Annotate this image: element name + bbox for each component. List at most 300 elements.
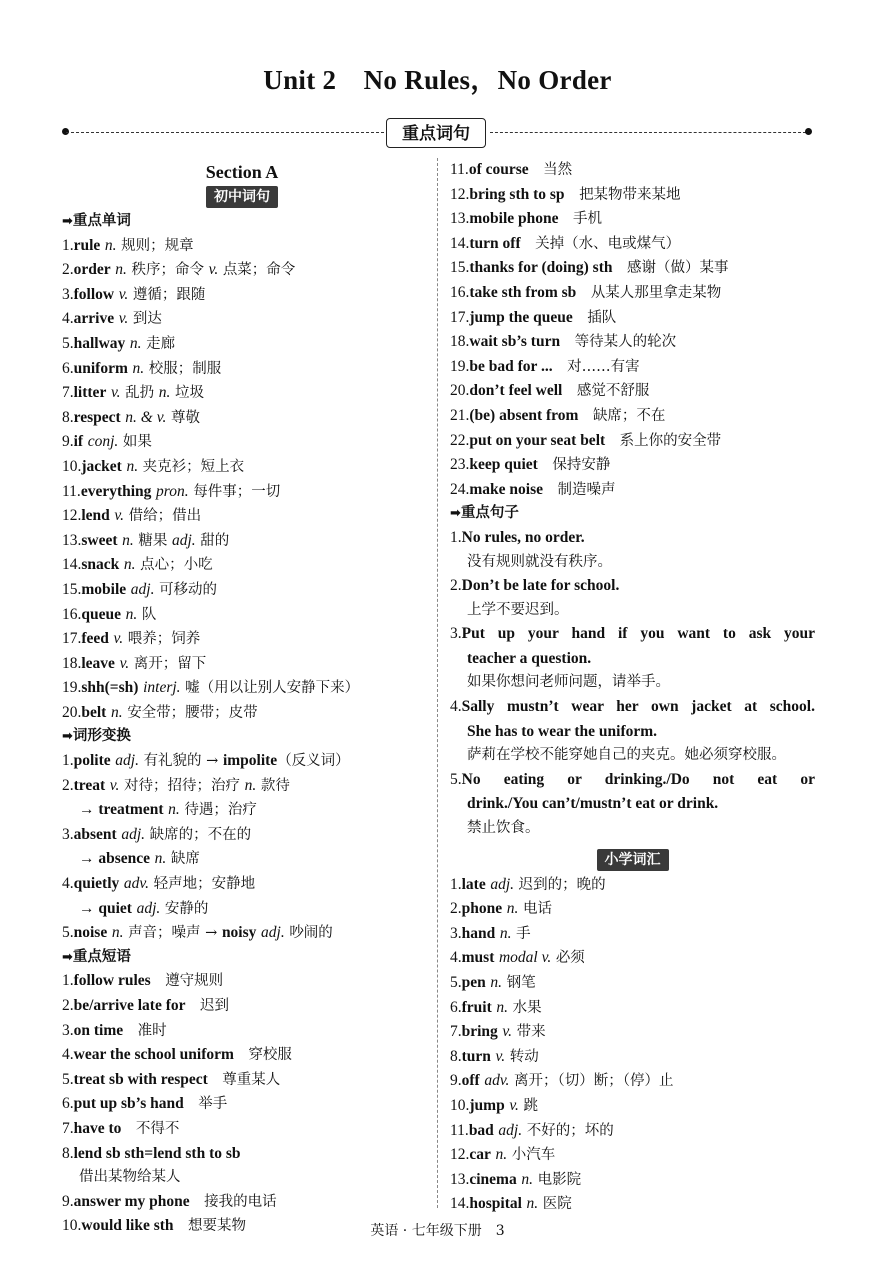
sentence-text: She has to wear the uniform. bbox=[467, 722, 658, 740]
entry-word: if bbox=[73, 433, 84, 451]
phrase-item bbox=[450, 183, 815, 208]
entry-meaning: 借给；借出 bbox=[128, 508, 202, 525]
vocab-item bbox=[62, 627, 422, 652]
part-of-speech: n. bbox=[490, 974, 502, 991]
entry-word: polite bbox=[73, 752, 111, 770]
part-of-speech: pron. bbox=[156, 482, 189, 500]
entry-meaning: 垃圾 bbox=[175, 385, 204, 402]
phrase-meaning: 准时 bbox=[137, 1022, 167, 1039]
vocab-item bbox=[62, 455, 422, 480]
entry-number: 19. bbox=[450, 357, 470, 375]
phrase-meaning: 关掉（水、电或煤气） bbox=[535, 235, 681, 252]
entry-meaning: 秩序；命令 bbox=[131, 262, 204, 279]
phrase-meaning: 借出某物给某人 bbox=[79, 1169, 181, 1186]
sentence-english-line bbox=[450, 647, 815, 672]
entry-word: noise bbox=[73, 924, 108, 942]
right-column bbox=[450, 158, 815, 1217]
entry-word: treat bbox=[73, 776, 106, 794]
phrase-text: (be) absent from bbox=[469, 406, 579, 424]
phrase-item bbox=[62, 1043, 422, 1068]
key-words-list bbox=[62, 234, 422, 726]
entry-meaning: 安静的 bbox=[164, 900, 209, 917]
part-of-speech: conj. bbox=[87, 433, 119, 451]
entry-meaning: 跳 bbox=[523, 1097, 539, 1114]
part-of-speech: n. bbox=[110, 703, 123, 721]
entry-number: 2. bbox=[450, 900, 462, 918]
part-of-speech: n. bbox=[495, 1146, 508, 1164]
entry-word: phone bbox=[461, 900, 503, 918]
entry-meaning: 尊敬 bbox=[170, 409, 200, 426]
part-of-speech: adj. bbox=[171, 531, 196, 549]
sentence-english-line bbox=[450, 574, 815, 599]
sentence-text: Sally mustn’t wear her own jacket at school. bbox=[461, 698, 815, 716]
entry-number: 23. bbox=[450, 456, 470, 474]
part-of-speech: v. bbox=[119, 654, 130, 672]
phrase-text: follow rules bbox=[73, 972, 151, 990]
entry-meaning: 手 bbox=[516, 925, 531, 942]
entry-word: leave bbox=[81, 654, 115, 672]
sentence-english-line bbox=[450, 792, 815, 817]
phrase-item bbox=[62, 994, 422, 1019]
subheading-key-phrases: ➡重点短语 bbox=[62, 948, 131, 965]
entry-number: 13. bbox=[450, 210, 470, 228]
part-of-speech: n. bbox=[115, 261, 127, 279]
primary-vocab-item bbox=[450, 1045, 815, 1070]
part-of-speech: adv. bbox=[484, 1072, 510, 1090]
entry-number: 7. bbox=[62, 1119, 74, 1137]
entry-meaning: 安全带；腰带；皮带 bbox=[127, 704, 258, 721]
phrase-item bbox=[62, 1142, 422, 1167]
sentence-text: No rules, no order. bbox=[461, 528, 585, 546]
phrase-item bbox=[62, 969, 422, 994]
entry-number: 2. bbox=[450, 577, 462, 595]
entry-number: 24. bbox=[450, 480, 470, 498]
entry-number: 8. bbox=[62, 408, 74, 426]
primary-vocab-list bbox=[450, 873, 815, 1217]
entry-number: 18. bbox=[450, 333, 470, 351]
entry-word: queue bbox=[81, 605, 121, 623]
entry-word: late bbox=[461, 875, 486, 893]
part-of-speech: n. bbox=[168, 801, 180, 819]
phrase-text: wear the school uniform bbox=[73, 1046, 234, 1064]
phrase-meaning: 不得不 bbox=[135, 1120, 180, 1137]
phrase-text: keep quiet bbox=[469, 456, 538, 474]
phrase-text: answer my phone bbox=[73, 1192, 190, 1210]
part-of-speech: n. bbox=[154, 850, 167, 868]
entry-meaning: 医院 bbox=[542, 1196, 572, 1213]
entry-meaning: 迟到的；晚的 bbox=[518, 876, 606, 893]
phrase-item bbox=[62, 1092, 422, 1117]
entry-number: 17. bbox=[62, 630, 82, 648]
sentence-translation: 禁止饮食。 bbox=[467, 820, 540, 837]
entry-meaning: 待遇；治疗 bbox=[184, 802, 257, 819]
page-title: Unit 2 No Rules，No Order bbox=[263, 65, 612, 95]
part-of-speech: n. bbox=[104, 236, 117, 254]
vocab-item bbox=[62, 406, 422, 431]
entry-meaning: 喂养；饲养 bbox=[127, 631, 201, 648]
phrase-meaning: 想要某物 bbox=[188, 1218, 247, 1235]
entry-number: 14. bbox=[62, 556, 82, 574]
vocab-item bbox=[62, 283, 422, 308]
primary-vocab-tag: 小学词汇 bbox=[597, 849, 669, 871]
sentence-text: drink./You can’t/mustn’t eat or drink. bbox=[467, 795, 719, 813]
phrase-item bbox=[450, 256, 815, 281]
entry-meaning: 遵循；跟随 bbox=[132, 286, 206, 303]
entry-number: 14. bbox=[450, 234, 470, 252]
part-of-speech: adv. bbox=[123, 875, 149, 893]
vocab-item bbox=[62, 480, 422, 505]
entry-number: 3. bbox=[62, 1021, 74, 1039]
phrase-text: be bad for ... bbox=[469, 357, 553, 375]
part-of-speech: n. bbox=[244, 776, 257, 794]
entry-word: off bbox=[461, 1072, 480, 1090]
entry-number: 1. bbox=[62, 236, 74, 254]
entry-number: 8. bbox=[62, 1144, 74, 1162]
phrase-text: be/arrive late for bbox=[73, 997, 186, 1014]
entry-word: bad bbox=[468, 1121, 494, 1139]
entry-word: jacket bbox=[81, 457, 122, 475]
divider-dot-right bbox=[805, 128, 812, 135]
primary-vocab-item bbox=[450, 946, 815, 971]
entry-word: lend bbox=[81, 507, 110, 525]
phrase-item bbox=[450, 453, 815, 478]
entry-number: 6. bbox=[62, 359, 74, 377]
entry-number: 5. bbox=[62, 334, 74, 352]
entry-number: 9. bbox=[62, 1192, 74, 1210]
part-of-speech: n. bbox=[125, 605, 138, 623]
entry-number: 17. bbox=[450, 308, 470, 326]
word-form-item bbox=[62, 774, 422, 799]
part-of-speech: v. bbox=[208, 261, 219, 279]
phrase-meaning: 等待某人的轮次 bbox=[574, 334, 677, 351]
primary-vocab-item bbox=[450, 1069, 815, 1094]
entry-number: 13. bbox=[62, 531, 82, 549]
entry-number: 14. bbox=[450, 1195, 470, 1213]
entry-number: 4. bbox=[62, 310, 74, 328]
entry-number: 18. bbox=[62, 654, 82, 672]
sentence-text: Don’t be late for school. bbox=[461, 577, 620, 595]
entry-number: 2. bbox=[62, 776, 74, 794]
entry-meaning: 嘘（用以让别人安静下来） bbox=[185, 680, 360, 697]
entry-meaning: 电影院 bbox=[537, 1171, 582, 1188]
word-form-item bbox=[62, 897, 422, 922]
entry-number: 5. bbox=[62, 924, 74, 942]
entry-number: 2. bbox=[62, 261, 74, 279]
entry-meaning: 点菜；命令 bbox=[222, 262, 296, 279]
sentence-translation: 上学不要迟到。 bbox=[467, 601, 569, 618]
part-of-speech: n. bbox=[122, 531, 134, 549]
entry-word: sweet bbox=[81, 531, 118, 549]
vocab-item bbox=[62, 603, 422, 628]
entry-meaning: 必须 bbox=[555, 950, 585, 967]
phrase-meaning: 保持安静 bbox=[552, 457, 611, 474]
phrase-text: take sth from sb bbox=[469, 283, 577, 301]
phrase-item bbox=[450, 330, 815, 355]
entry-word: respect bbox=[73, 408, 121, 426]
entry-meaning: 钢笔 bbox=[506, 975, 536, 991]
header-divider-left bbox=[66, 132, 384, 133]
section-heading-box: 重点词句 bbox=[386, 118, 486, 148]
sentence-english-line bbox=[450, 622, 815, 647]
entry-meaning: 甜的 bbox=[200, 532, 230, 549]
entry-number: 11. bbox=[450, 1121, 469, 1139]
entry-number: 5. bbox=[450, 974, 462, 991]
entry-number: 1. bbox=[450, 528, 462, 546]
entry-number: 10. bbox=[62, 457, 82, 475]
subheading-key-sentences: ➡重点句子 bbox=[450, 505, 519, 522]
vocab-item bbox=[62, 332, 422, 357]
phrase-text: of course bbox=[468, 161, 529, 178]
entry-number: 1. bbox=[450, 875, 462, 893]
entry-number: 20. bbox=[450, 382, 470, 400]
entry-number: 10. bbox=[450, 1096, 470, 1114]
sentence-translation: 萨莉在学校不能穿她自己的夹克。她必须穿校服。 bbox=[467, 747, 786, 764]
phrase-item bbox=[450, 478, 815, 503]
phrase-item bbox=[450, 404, 815, 429]
sentence-translation: 没有规则就没有秩序。 bbox=[467, 553, 612, 570]
entry-number: 3. bbox=[450, 625, 462, 643]
column-divider bbox=[437, 158, 438, 1208]
part-of-speech: v. bbox=[509, 1096, 519, 1114]
part-of-speech: v. bbox=[502, 1023, 513, 1041]
entry-meaning: 夹克衫；短上衣 bbox=[142, 458, 245, 475]
phrase-meaning: 感觉不舒服 bbox=[576, 383, 650, 400]
key-phrases-list-continued bbox=[450, 158, 815, 502]
phrase-item bbox=[450, 379, 815, 404]
part-of-speech: v. bbox=[110, 384, 121, 402]
entry-number: 5. bbox=[62, 1070, 74, 1088]
part-of-speech: n. bbox=[496, 998, 508, 1016]
part-of-speech: n. bbox=[123, 556, 136, 574]
phrase-meaning: 穿校服 bbox=[248, 1047, 292, 1064]
entry-word: bring bbox=[461, 1023, 498, 1041]
part-of-speech: interj. bbox=[143, 679, 181, 697]
entry-number: 2. bbox=[62, 997, 74, 1014]
phrase-text: would like sth bbox=[81, 1217, 174, 1235]
phrase-item bbox=[450, 429, 815, 454]
vocab-item bbox=[62, 381, 422, 406]
entry-number: 13. bbox=[450, 1170, 470, 1188]
vocab-item bbox=[62, 553, 422, 578]
vocab-item bbox=[62, 357, 422, 382]
entry-number: 6. bbox=[450, 998, 462, 1016]
vocab-item bbox=[62, 676, 422, 701]
entry-number: 16. bbox=[450, 283, 470, 301]
entry-meaning: 糖果 bbox=[138, 532, 168, 549]
vocab-item bbox=[62, 307, 422, 332]
part-of-speech: adj. bbox=[121, 825, 145, 843]
entry-meaning: 如果 bbox=[122, 434, 152, 451]
entry-number: 9. bbox=[450, 1072, 462, 1090]
part-of-speech: adj. bbox=[498, 1121, 523, 1139]
header-divider-right bbox=[490, 132, 806, 133]
phrase-text: make noise bbox=[469, 480, 543, 498]
word-forms-list bbox=[62, 749, 422, 946]
word-form-item bbox=[62, 847, 422, 872]
page-footer: 英语 · 七年级下册 3 bbox=[370, 1223, 505, 1239]
phrase-meaning: 遵守规则 bbox=[165, 973, 224, 990]
entry-number: 4. bbox=[450, 949, 462, 967]
phrase-text: bring sth to sp bbox=[469, 185, 565, 203]
entry-meaning: 对待；招待；治疗 bbox=[124, 777, 241, 794]
entry-meaning: 小汽车 bbox=[511, 1147, 556, 1164]
entry-word: follow bbox=[73, 285, 115, 303]
primary-vocab-item bbox=[450, 971, 815, 996]
entry-word: snack bbox=[81, 556, 120, 574]
primary-vocab-item bbox=[450, 996, 815, 1021]
phrase-text: put on your seat belt bbox=[469, 431, 606, 449]
phrase-meaning: 感谢（做）某事 bbox=[627, 260, 729, 277]
entry-word: hallway bbox=[73, 334, 126, 352]
phrase-text: wait sb’s turn bbox=[469, 333, 561, 351]
entry-word: → quiet bbox=[79, 899, 132, 917]
entry-meaning: 水果 bbox=[512, 999, 542, 1016]
entry-word: must bbox=[461, 949, 495, 967]
entry-number: 16. bbox=[62, 605, 82, 623]
entry-word: arrive bbox=[73, 310, 115, 328]
primary-vocab-item bbox=[450, 1192, 815, 1217]
phrase-text: have to bbox=[73, 1119, 122, 1137]
part-of-speech: n. bbox=[499, 924, 512, 942]
sentence-english-line bbox=[450, 526, 815, 551]
entry-meaning: 带来 bbox=[516, 1024, 546, 1041]
entry-word: order bbox=[73, 261, 111, 279]
phrase-text: treat sb with respect bbox=[73, 1070, 208, 1088]
entry-number: 19. bbox=[62, 679, 82, 697]
part-of-speech: v. bbox=[118, 310, 129, 328]
sentence-text: No eating or drinking./Do not eat or bbox=[461, 770, 815, 788]
part-of-speech: n. bbox=[111, 924, 124, 942]
part-of-speech: n. bbox=[526, 1195, 539, 1213]
part-of-speech: adj. bbox=[115, 752, 139, 770]
entry-meaning: 到达 bbox=[132, 311, 162, 328]
entry-number: 11. bbox=[450, 161, 469, 178]
phrase-meaning: 尊重某人 bbox=[222, 1071, 281, 1088]
phrase-meaning: 迟到 bbox=[200, 998, 230, 1014]
entry-number: 4. bbox=[62, 875, 74, 893]
entry-word: → treatment bbox=[79, 801, 164, 819]
phrase-item bbox=[62, 1117, 422, 1142]
phrase-item bbox=[450, 207, 815, 232]
entry-meaning: 校服；制服 bbox=[148, 360, 222, 377]
sentence-english-line bbox=[450, 720, 815, 745]
junior-vocab-tag: 初中词句 bbox=[206, 186, 278, 208]
part-of-speech: adj. bbox=[136, 899, 161, 917]
word-form-item bbox=[62, 749, 422, 774]
entry-word: shh(=sh) bbox=[81, 679, 139, 697]
part-of-speech: v. bbox=[113, 630, 124, 648]
phrase-text: jump the queue bbox=[469, 308, 573, 326]
phrase-item bbox=[450, 355, 815, 380]
sentence-text: Put up your hand if you want to ask your bbox=[461, 625, 815, 643]
part-of-speech: v. bbox=[118, 285, 129, 303]
phrase-text: don’t feel well bbox=[469, 382, 563, 400]
entry-meaning: 点心；小吃 bbox=[140, 557, 213, 574]
entry-number: 4. bbox=[450, 698, 462, 716]
entry-number: 8. bbox=[450, 1047, 462, 1065]
key-sentences-list bbox=[450, 526, 815, 841]
entry-word: uniform bbox=[73, 359, 128, 377]
entry-word: cinema bbox=[469, 1170, 517, 1188]
phrase-item bbox=[450, 158, 815, 183]
entry-number: 7. bbox=[62, 384, 74, 402]
entry-number: 15. bbox=[450, 259, 470, 277]
sentence-english-line bbox=[450, 768, 815, 793]
phrase-text: put up sb’s hand bbox=[73, 1095, 184, 1113]
entry-word-derived: noisy bbox=[221, 924, 257, 942]
phrase-meaning: 接我的电话 bbox=[204, 1193, 277, 1210]
word-form-item bbox=[62, 921, 422, 946]
part-of-speech: adj. bbox=[130, 580, 155, 598]
entry-meaning: （反义词） bbox=[277, 753, 350, 770]
entry-number: 12. bbox=[62, 507, 82, 525]
entry-word: litter bbox=[73, 384, 107, 402]
section-title: Section A bbox=[205, 162, 279, 182]
entry-number: 3. bbox=[62, 285, 74, 303]
part-of-speech: n. bbox=[132, 359, 145, 377]
subheading-key-words: ➡重点单词 bbox=[62, 213, 131, 229]
phrase-text: turn off bbox=[469, 234, 521, 252]
part-of-speech: n. bbox=[506, 900, 519, 918]
entry-meaning: 缺席的；不在的 bbox=[149, 826, 252, 843]
entry-meaning: 乱扔 bbox=[125, 385, 155, 402]
primary-vocab-item bbox=[450, 897, 815, 922]
part-of-speech: v. bbox=[114, 507, 125, 525]
phrase-text: on time bbox=[73, 1021, 124, 1039]
word-form-item bbox=[62, 823, 422, 848]
entry-number: 20. bbox=[62, 703, 82, 721]
sentence-translation: 如果你想问老师问题，请举手。 bbox=[467, 674, 670, 691]
phrase-meaning: 制造噪声 bbox=[557, 481, 616, 498]
entry-number: 7. bbox=[450, 1023, 462, 1041]
word-form-item bbox=[62, 872, 422, 897]
part-of-speech: adj. bbox=[261, 924, 285, 942]
entry-number: 21. bbox=[450, 406, 470, 424]
phrase-item bbox=[62, 1019, 422, 1044]
entry-number: 1. bbox=[62, 752, 74, 770]
primary-vocab-item bbox=[450, 1119, 815, 1144]
primary-vocab-item bbox=[450, 1094, 815, 1119]
entry-meaning: 离开；留下 bbox=[133, 655, 207, 672]
entry-meaning: 轻声地；安静地 bbox=[153, 876, 256, 893]
entry-number: 6. bbox=[62, 1095, 74, 1113]
entry-meaning: 吵闹的 bbox=[289, 925, 333, 942]
sentence-english-line bbox=[450, 695, 815, 720]
entry-number: 15. bbox=[62, 580, 82, 598]
left-column bbox=[62, 158, 422, 1239]
part-of-speech: n. bbox=[129, 334, 142, 352]
entry-meaning: 有礼貌的 → bbox=[143, 753, 219, 770]
entry-word-derived: impolite bbox=[222, 752, 278, 770]
vocab-item bbox=[62, 701, 422, 726]
primary-vocab-item bbox=[450, 1168, 815, 1193]
entry-meaning: 离开；（切）断；（停）止 bbox=[514, 1073, 674, 1090]
primary-vocab-item bbox=[450, 873, 815, 898]
phrase-meaning: 手机 bbox=[573, 211, 603, 228]
phrase-item bbox=[450, 281, 815, 306]
phrase-text: lend sb sth=lend sth to sb bbox=[73, 1144, 241, 1162]
entry-meaning: 规则；规章 bbox=[121, 237, 194, 254]
entry-word: belt bbox=[81, 703, 107, 721]
part-of-speech: n. bbox=[521, 1170, 533, 1188]
key-phrases-list bbox=[62, 969, 422, 1239]
entry-word: jump bbox=[469, 1096, 505, 1114]
part-of-speech: n. bbox=[126, 457, 139, 475]
entry-word: hand bbox=[461, 924, 496, 942]
entry-meaning: 声音；噪声 → bbox=[128, 925, 218, 942]
entry-meaning: 走廊 bbox=[146, 335, 176, 352]
phrase-meaning: 把某物带来某地 bbox=[579, 186, 681, 203]
